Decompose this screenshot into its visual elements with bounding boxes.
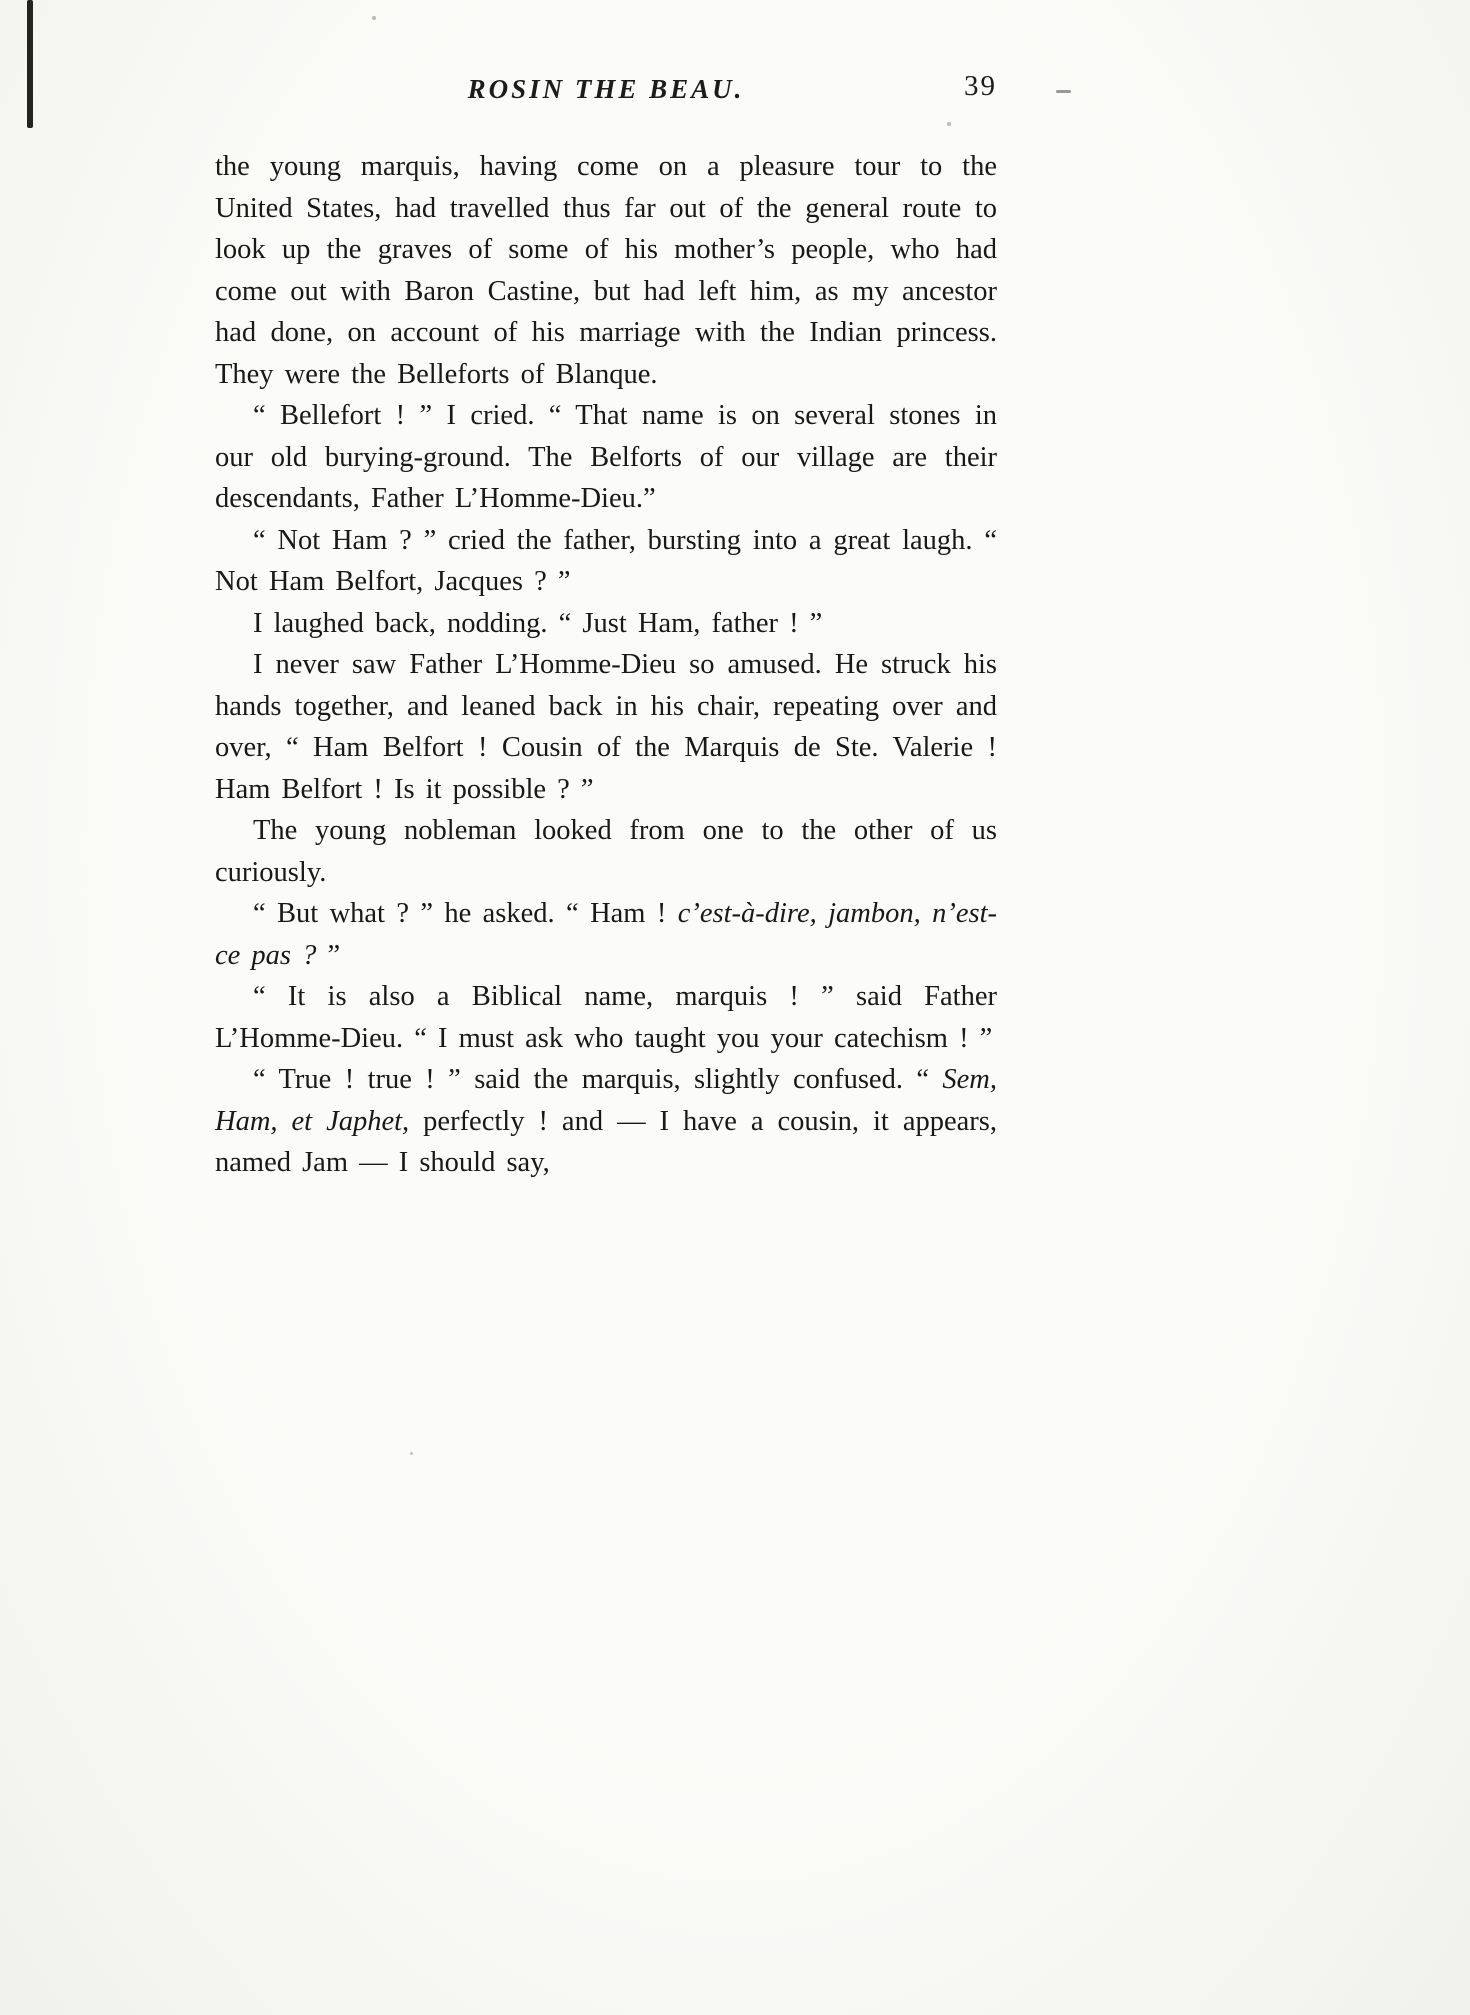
paragraph xyxy=(215,644,997,810)
paragraph xyxy=(215,1059,997,1184)
page-header xyxy=(215,68,997,124)
scan-artifact-speck xyxy=(372,16,376,20)
page-body xyxy=(215,146,997,1184)
text-run: “ True ! true ! ” said the marquis, slightly confused. “ xyxy=(253,1064,943,1095)
italic-text-run: Sem, Ham, et Japhet, xyxy=(215,1064,997,1137)
text-run: “ It is also a Biblical name, marquis ! ” said Father L’Homme-Dieu. “ I must ask who taught you your catechism ! ” xyxy=(215,981,997,1054)
text-run: perfectly ! and — I have a cousin, it appears, named Jam — I should say, xyxy=(215,1105,997,1178)
paragraph xyxy=(215,146,997,395)
italic-text-run: c’est-à-dire, jambon, n’est-ce pas ? xyxy=(215,898,997,971)
text-run: “ Bellefort ! ” I cried. “ That name is on several stones in our old burying-ground. The Belforts of our village are their descendants, Father L’Homme-Dieu.” xyxy=(215,400,997,514)
scan-artifact-speck xyxy=(410,1452,413,1455)
paragraph xyxy=(215,893,997,976)
text-run: ” xyxy=(316,939,341,971)
paragraph xyxy=(215,976,997,1059)
paragraph xyxy=(215,395,997,520)
text-run: The young nobleman looked from one to the other of us curiously. xyxy=(215,815,997,888)
scan-artifact-dash xyxy=(1056,90,1071,93)
paragraph xyxy=(215,603,997,645)
text-run: I never saw Father L’Homme-Dieu so amused. He struck his hands together, and leaned back in his chair, repeating over and over, “ Ham Belfort ! Cousin of the Marquis de Ste. Valerie ! Ham Belfort ! Is it possible ? ” xyxy=(215,649,997,805)
text-run: “ But what ? ” he asked. “ Ham ! xyxy=(253,898,678,929)
text-run: the young marquis, having come on a pleasure tour to the United States, had travelled thus far out of the general route to look up the graves of some of his mother’s people, who had come out with Baron Castine, but had left him, as my ancestor had done, on account of his marriage with the Indian princess. They were the Belleforts of Blanque. xyxy=(215,151,997,390)
text-run: I laughed back, nodding. “ Just Ham, father ! ” xyxy=(253,607,823,639)
running-title: ROSIN THE BEAU. xyxy=(467,74,745,104)
paragraph xyxy=(215,810,997,893)
text-run: “ Not Ham ? ” cried the father, bursting into a great laugh. “ Not Ham Belfort, Jacques ? ” xyxy=(215,524,997,597)
paragraph xyxy=(215,520,997,603)
scan-artifact-line xyxy=(27,0,33,128)
page-number: 39 xyxy=(964,70,997,102)
